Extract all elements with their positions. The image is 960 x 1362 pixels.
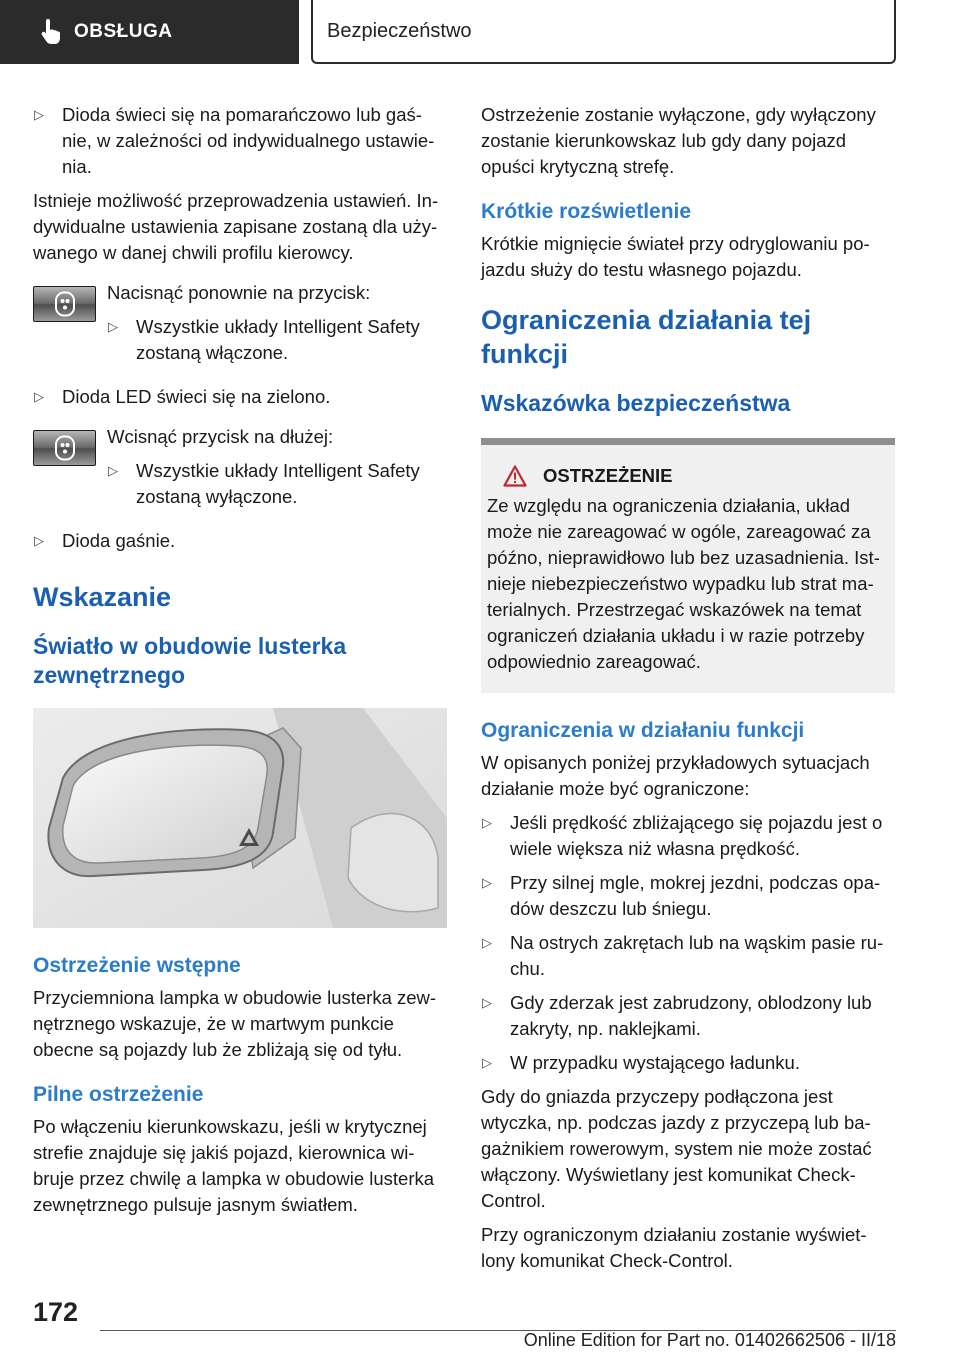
instruction-text: Nacisnąć ponownie na przycisk: (107, 282, 371, 303)
list-item (481, 870, 895, 922)
bullet-text: Dioda gaśnie. (62, 530, 176, 551)
heading-short-flash: Krótkie rozświetlenie (481, 200, 692, 223)
list-item (33, 528, 447, 554)
list-item (33, 384, 447, 410)
bullet-triangle-icon: ▷ (482, 995, 492, 1010)
button-instruction (33, 280, 447, 374)
footer-edition: Online Edition for Part no. 01402662506 - II/18 (523, 1330, 896, 1350)
heading-safety-note: Wskazówka bezpieczeństwa (481, 390, 791, 416)
paragraph: Gdy do gniazda przyczepy podłączona jest wtyczka, np. podczas jazdy z przyczepą lub ba-gażnikiem rowerowym, system nie może zostać włączony. Wyświetlany jest komunikat Check-Control. (481, 1086, 872, 1211)
intelligent-safety-button-icon (33, 286, 96, 322)
hand-pointer-icon (40, 19, 62, 45)
list-item (107, 314, 447, 366)
button-instruction (33, 424, 447, 518)
page-number: 172 (33, 1297, 79, 1327)
paragraph: Przy ograniczonym działaniu zostanie wyświet-lony komunikat Check-Control. (481, 1224, 867, 1271)
header-title-box (311, 0, 896, 64)
bullet-text: Wszystkie układy Intelligent Safety zostaną wyłączone. (136, 460, 420, 507)
mirror-illustration (33, 708, 447, 928)
list-item (481, 990, 895, 1042)
paragraph: Krótkie mignięcie świateł przy odryglowaniu po-jazdu służy do testu własnego pojazdu. (481, 233, 870, 280)
bullet-triangle-icon: ▷ (482, 815, 492, 830)
warning-top-bar (481, 438, 895, 445)
bullet-triangle-icon: ▷ (482, 935, 492, 950)
right-column (481, 102, 895, 1282)
heading-limits: Ograniczenia działania tej funkcji (481, 305, 812, 369)
heading-mirror-light: Światło w obudowie lusterka zewnętrznego (33, 633, 347, 688)
instruction-text: Wcisnąć przycisk na dłużej: (107, 426, 334, 447)
paragraph: Przyciemniona lampka w obudowie lusterka zew-nętrznego wskazuje, że w martwym punkcie obecne są pojazdy lub że zbliżają się od tyłu. (33, 987, 437, 1060)
list-item (481, 930, 895, 982)
bullet-triangle-icon: ▷ (34, 107, 44, 122)
header-section-label: OBSŁUGA (74, 21, 173, 42)
list-item (481, 810, 895, 862)
bullet-text: Gdy zderzak jest zabrudzony, oblodzony lub zakryty, np. naklejkami. (510, 992, 872, 1039)
warning-box (481, 445, 895, 693)
heading-function-limits: Ograniczenia w działaniu funkcji (481, 719, 805, 742)
header-chapter-title: Bezpieczeństwo (327, 19, 472, 42)
heading-urgent-warning: Pilne ostrzeżenie (33, 1083, 204, 1106)
bullet-text: Wszystkie układy Intelligent Safety zostaną włączone. (136, 316, 420, 363)
heading-pre-warning: Ostrzeżenie wstępne (33, 954, 241, 977)
paragraph: Po włączeniu kierunkowskazu, jeśli w krytycznej strefie znajduje się jakiś pojazd, kierownica wi-bruje przez chwilę a lampka w obudowie lusterka zewnętrznego pulsuje jasnym światłem. (33, 1116, 435, 1215)
warning-text: Ze względu na ograniczenia działania, układ może nie zareagować w ogóle, zareagować za późno, nieprawidłowo lub bez uzasadnienia. Ist-nieje niebezpieczeństwo wypadku lub strat ma-terialnych. Przestrzegać wskazówek na temat ograniczeń działania układu i w razie potrzeby odpowiednio zareagować. (487, 495, 880, 672)
paragraph: Ostrzeżenie zostanie wyłączone, gdy wyłączony zostanie kierunkowskaz lub gdy dany pojazd opuści krytyczną strefę. (481, 104, 876, 177)
warning-title: OSTRZEŻENIE (543, 465, 673, 486)
paragraph: W opisanych poniżej przykładowych sytuacjach działanie może być ograniczone: (481, 752, 870, 799)
bullet-text: Przy silnej mgle, mokrej jezdni, podczas opa-dów deszczu lub śniegu. (510, 872, 881, 919)
bullet-triangle-icon: ▷ (34, 389, 44, 404)
bullet-text: Jeśli prędkość zbliżającego się pojazdu jest o wiele większa niż własna prędkość. (510, 812, 883, 859)
bullet-text: Na ostrych zakrętach lub na wąskim pasie ru-chu. (510, 932, 884, 979)
bullet-triangle-icon: ▷ (34, 533, 44, 548)
bullet-text: W przypadku wystającego ładunku. (510, 1052, 800, 1073)
bullet-text: Dioda świeci się na pomarańczowo lub gaś-nie, w zależności od indywidualnego ustawie-nia. (62, 104, 435, 177)
list-item (33, 102, 447, 180)
bullet-triangle-icon: ▷ (108, 463, 118, 478)
bullet-triangle-icon: ▷ (482, 1055, 492, 1070)
intelligent-safety-button-icon (33, 430, 96, 466)
heading-wskazanie: Wskazanie (33, 582, 172, 612)
paragraph: Istnieje możliwość przeprowadzenia ustawień. In-dywidualne ustawienia zapisane zostaną dla uży-wanego w danej chwili profilu kierowcy. (33, 190, 439, 263)
list-item (107, 458, 447, 510)
bullet-text: Dioda LED świeci się na zielono. (62, 386, 331, 407)
warning-triangle-icon (503, 465, 527, 487)
bullet-triangle-icon: ▷ (108, 319, 118, 334)
left-column (33, 102, 447, 1226)
header-section-tab (0, 0, 299, 64)
bullet-triangle-icon: ▷ (482, 875, 492, 890)
list-item (481, 1050, 895, 1076)
